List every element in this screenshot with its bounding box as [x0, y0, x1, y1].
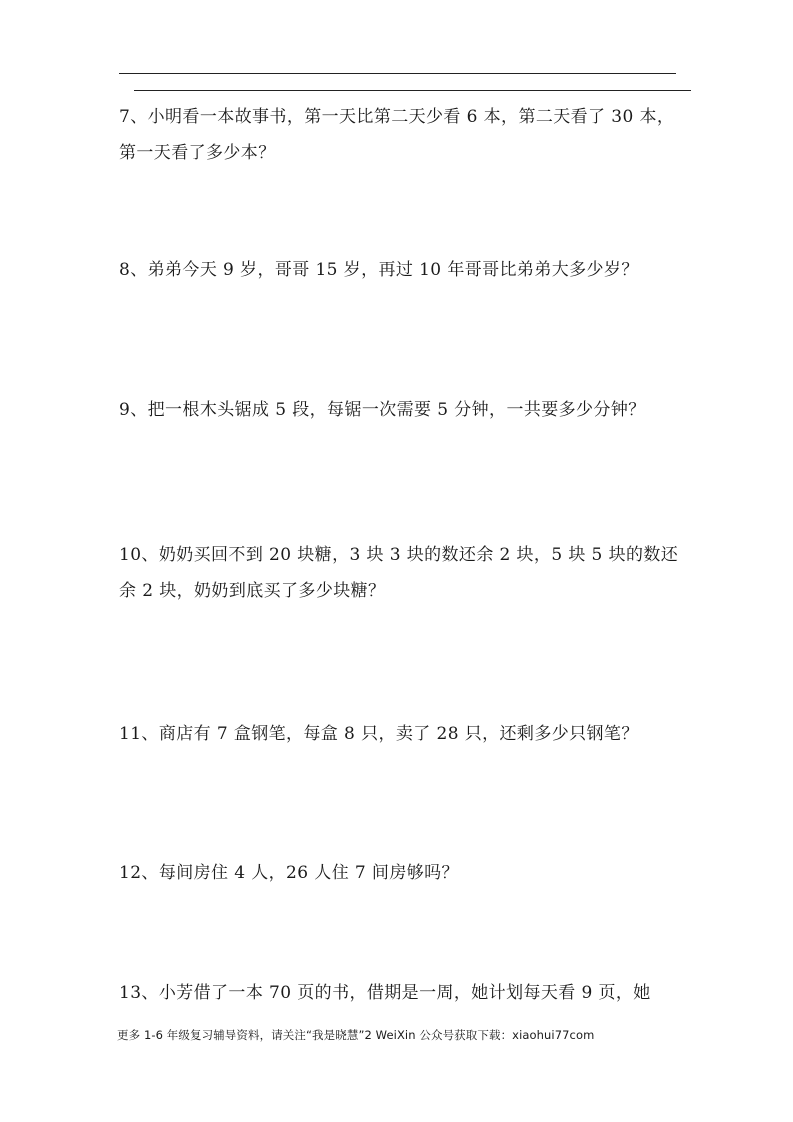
question-12-line-1: 12、每间房住 4 人，26 人住 7 间房够吗？: [119, 863, 459, 883]
question-11-line-1: 11、商店有 7 盒钢笔，每盒 8 只，卖了 28 只，还剩多少只钢笔？: [119, 724, 639, 744]
header-rule-bottom: [134, 90, 691, 91]
question-7-line-1: 7、小明看一本故事书，第一天比第二天少看 6 本，第二天看了 30 本，: [119, 107, 675, 127]
question-8-line-1: 8、弟弟今天 9 岁，哥哥 15 岁，再过 10 年哥哥比弟弟大多少岁？: [119, 260, 639, 280]
question-13-line-1: 13、小芳借了一本 70 页的书，借期是一周，她计划每天看 9 页，她: [119, 983, 651, 1003]
question-10: [119, 537, 679, 609]
question-11: [119, 716, 679, 752]
page-footer: 更多 1-6 年级复习辅导资料，请关注“我是晓慧”2 WeiXin 公众号获取下载：xiaohui77com: [117, 1028, 595, 1042]
question-10-line-1: 10、奶奶买回不到 20 块糖，3 块 3 块的数还余 2 块，5 块 5 块的数还: [119, 545, 679, 565]
header-rule-top: [119, 73, 676, 74]
question-13: [119, 975, 679, 1011]
question-8: [119, 252, 679, 288]
question-7: [119, 99, 679, 171]
question-10-line-2: 余 2 块，奶奶到底买了多少块糖？: [119, 581, 386, 601]
question-9-line-1: 9、把一根木头锯成 5 段，每锯一次需要 5 分钟，一共要多少分钟？: [119, 400, 646, 420]
question-12: [119, 855, 679, 891]
question-7-line-2: 第一天看了多少本？: [119, 143, 276, 163]
question-9: [119, 392, 679, 428]
